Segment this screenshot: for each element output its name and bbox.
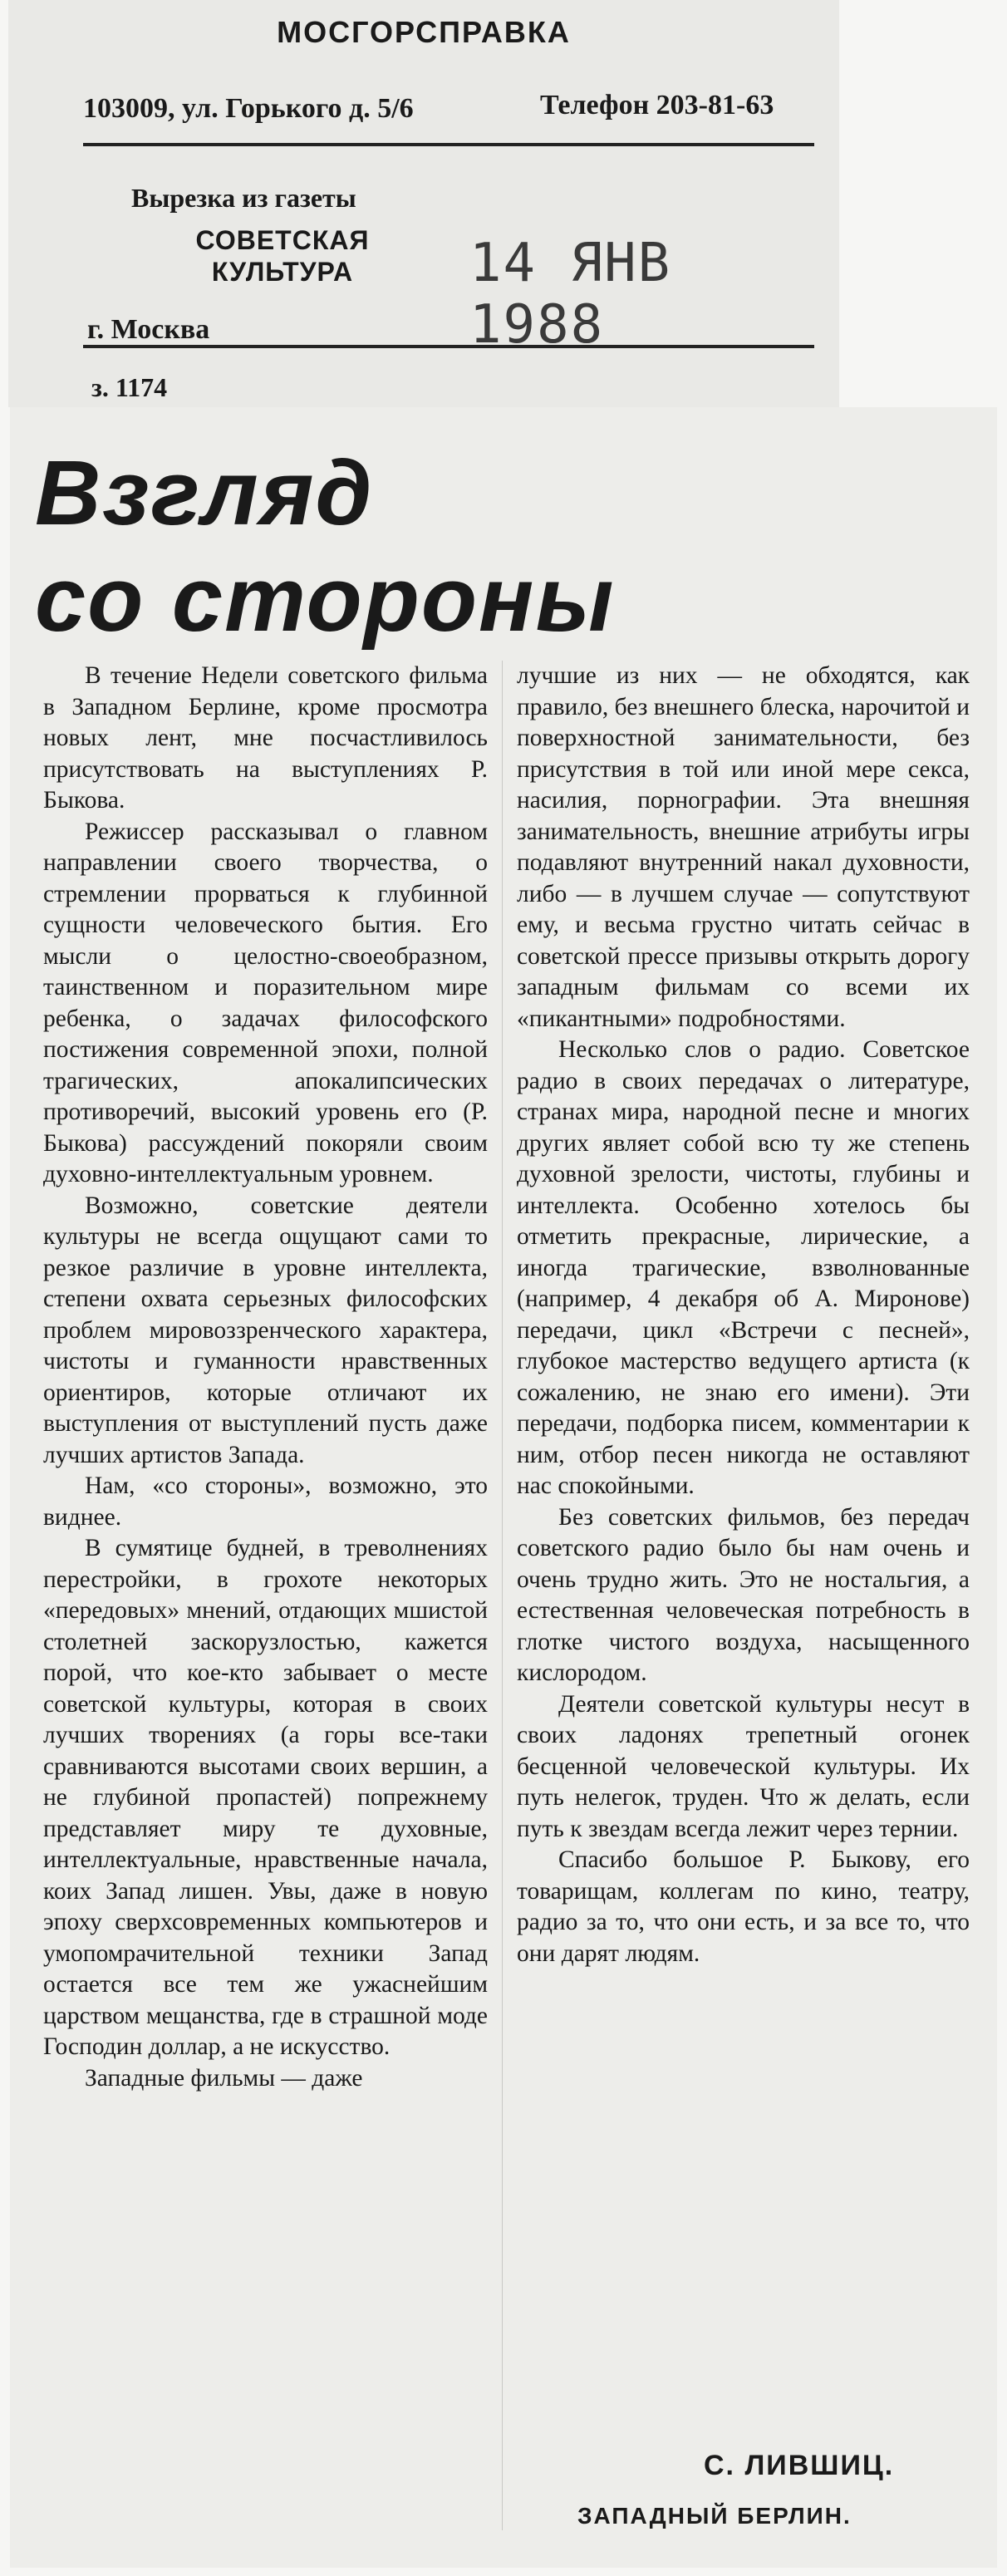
paragraph: Спасибо большое Р. Быкову, его товарищам, коллегам по кино, театру, радио за то, что они есть, и за все то, что они дарят людям. bbox=[517, 1846, 970, 1967]
order-number: з. 1174 bbox=[91, 372, 168, 402]
paragraph: лучшие из них — не обходятся, как правило, без внешнего блеска, нарочитой и поверхностной занимательности, без присутствия в той или иной мере секса, насилия, порнографии. Эта внешняя занимательность, внешние атрибуты игры подавляют внутренний накал духовности, либо — в лучшем случае — сопутствуют ему, и весьма грустно читать сейчас в советской прессе призывы открыть дорогу западным фильмам со всеми их «пикантными» подробностями. bbox=[517, 662, 970, 1032]
paragraph: Возможно, советские деятели культуры не всегда ощущают сами то резкое различие в уровне интеллекта, степени охвата серьезных философских проблем мировоззренческого характера, чистоты и гуманности нравственных ориентиров, которые отличают их выступления от выступлений пусть даже лучших артистов Запада. bbox=[43, 1192, 488, 1468]
paragraph: В сумятице будней, в треволнениях перестройки, в грохоте некоторых «передовых» мнений, отдающих мшистой столетней заскорузлостью, кажется порой, что кое-кто забывает о месте советской культуры, которая в своих лучших творениях (а горы все-таки сравниваются высотами своих вершин, а не глубиной пропастей) попрежнему представляет миру те духовные, интеллектуальные, нравственные начала, коих Запад лишен. Увы, даже в новую эпоху сверхсовременных компьютеров и умопомрачительной техники Запад остается все тем же ужаснейшим царством мещанства, где в страшной моде Господин доллар, а не искусство. bbox=[43, 1535, 488, 2060]
city: г. Москва bbox=[87, 314, 210, 345]
clipping-service-header bbox=[8, 0, 839, 407]
article-title bbox=[35, 440, 615, 653]
column-divider bbox=[502, 661, 503, 2530]
paragraph: Режиссер рассказывал о главном направлении своего творчества, о стремлении прорваться к глубинной сущности человеческого бытия. Его мысли о целостно-своеобразном, таинственном и поразительном мире ребенка, о задачах философского постижения современной эпохи, полной трагических, апокалипсических противоречий, высокий уровень его (Р. Быкова) рассуждений покоряли своим духовно-интеллектуальным уровнем. bbox=[43, 818, 488, 1187]
date-stamp: 14 ЯНВ 1988 bbox=[469, 233, 672, 356]
paragraph: Нам, «со стороны», возможно, это виднее. bbox=[43, 1472, 488, 1531]
newspaper-name-line1: СОВЕТСКАЯ bbox=[195, 225, 370, 255]
article-column-left bbox=[43, 661, 488, 2094]
article-dateline: ЗАПАДНЫЙ БЕРЛИН. bbox=[577, 2503, 852, 2529]
article-title-line2: со стороны bbox=[35, 548, 616, 651]
author-signature: С. ЛИВШИЦ. bbox=[704, 2450, 895, 2481]
paragraph: Западные фильмы — даже bbox=[85, 2064, 363, 2092]
paragraph: В течение Недели советского фильма в Западном Берлине, кроме просмотра новых лент, мне посчастливилось присутствовать на выступлениях Р. Быкова. bbox=[43, 662, 488, 814]
article-clipping bbox=[10, 407, 997, 2568]
newspaper-name bbox=[174, 224, 391, 288]
header-divider-bottom bbox=[83, 345, 814, 348]
article-title-line1: Взгляд bbox=[35, 442, 374, 544]
clip-label: Вырезка из газеты bbox=[131, 183, 356, 213]
newspaper-name-line2: КУЛЬТУРА bbox=[211, 257, 354, 287]
agency-name: МОСГОРСПРАВКА bbox=[277, 15, 571, 49]
agency-phone: Телефон 203-81-63 bbox=[540, 90, 774, 120]
article-column-right bbox=[517, 661, 970, 1969]
paragraph: Без советских фильмов, без передач советского радио было бы нам очень и очень трудно жить. Это не ностальгия, а естественная человеческая потребность в глотке чистого воздуха, насыщенного кислородом. bbox=[517, 1503, 970, 1686]
header-divider bbox=[83, 143, 814, 146]
agency-address: 103009, ул. Горького д. 5/6 bbox=[83, 93, 414, 124]
paragraph: Несколько слов о радио. Советское радио в своих передачах о литературе, странах мира, народной песне и многих других являет собой всю ту же степень духовной зрелости, чистоты, глубины и интеллекта. Особенно хотелось бы отметить прекрасные, лирические, а иногда трагические, взволнованные (например, 4 декабря об А. Миронове) передачи, цикл «Встречи с песней», глубокое мастерство ведущего артиста (к сожалению, не знаю его имени). Эти передачи, подборка писем, комментарии к ним, отбор песен никогда не оставляют нас спокойными. bbox=[517, 1036, 970, 1499]
paragraph: Деятели советской культуры несут в своих ладонях трепетный огонек бесценной человеческой культуры. Их путь нелегок, труден. Что ж делать, если путь к звездам всегда лежит через тернии. bbox=[517, 1690, 970, 1842]
